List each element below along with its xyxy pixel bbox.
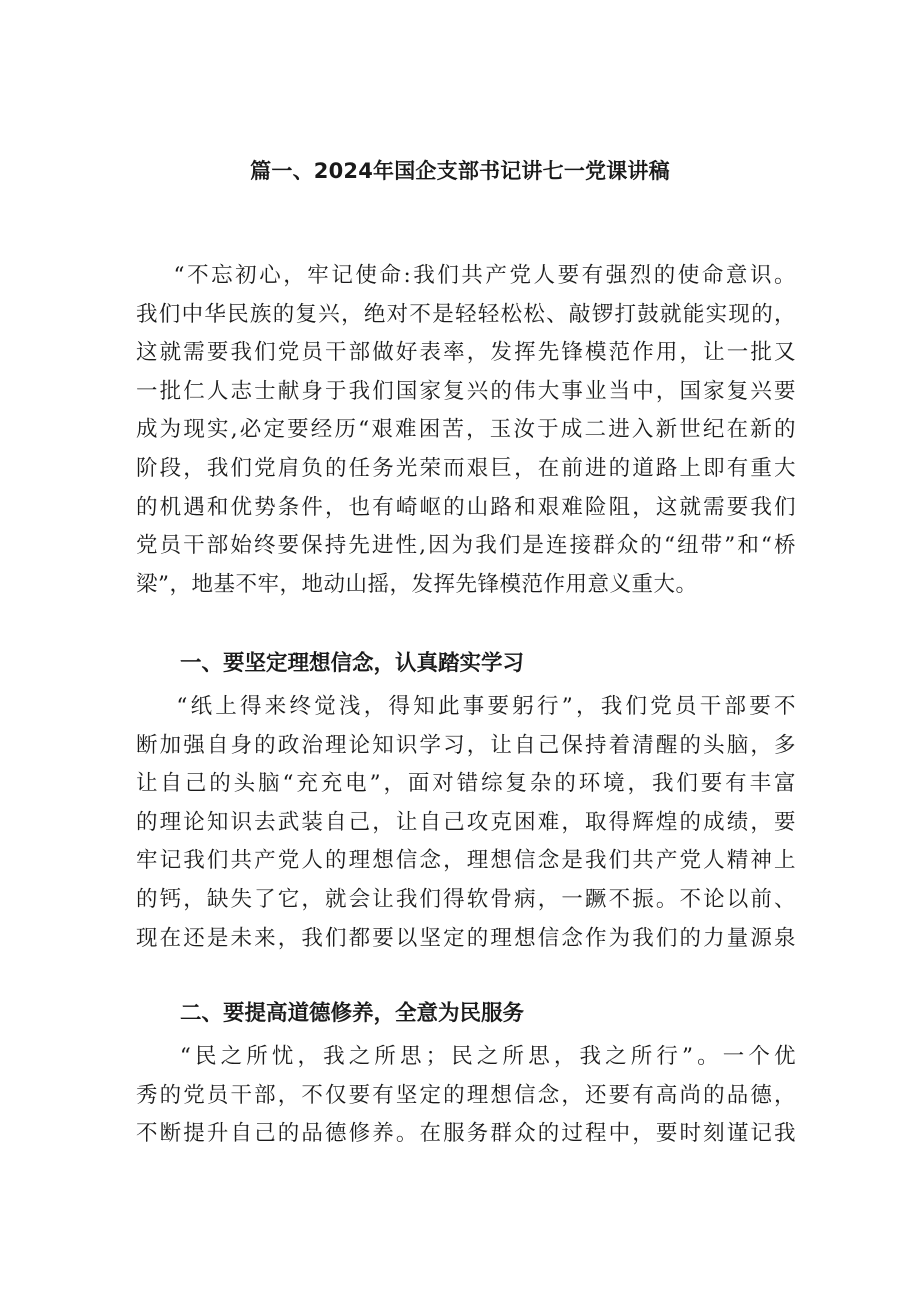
document-title: 篇一、2024年国企支部书记讲七一党课讲稿 (250, 159, 670, 183)
text-line: 现在还是未来，我们都要以坚定的理想信念作为我们的力量源泉 (136, 925, 796, 951)
paragraph-section-2 (136, 1038, 796, 1154)
paragraph-intro (136, 257, 796, 604)
paragraph-section-1 (136, 688, 796, 958)
text-line: 梁”，地基不牢，地动山摇，发挥先锋模范作用意义重大。 (136, 571, 698, 597)
text-line: 我们中华民族的复兴，绝对不是轻轻松松、敲锣打鼓就能实现的， (136, 301, 796, 327)
text-line: 党员干部始终要保持先进性,因为我们是连接群众的“纽带”和“桥 (136, 533, 796, 559)
text-line: “不忘初心，牢记使命:我们共产党人要有强烈的使命意识。 (136, 263, 796, 288)
text-line: 不断提升自己的品德修养。在服务群众的过程中，要时刻谨记我 (136, 1121, 796, 1147)
text-line: “纸上得来终觉浅，得知此事要躬行”，我们党员干部要不 (136, 694, 796, 719)
text-line: 阶段，我们党肩负的任务光荣而艰巨，在前进的道路上即有重大 (136, 455, 796, 481)
text-line: 的理论知识去武装自己，让自己攻克困难，取得辉煌的成绩，要 (136, 809, 796, 835)
text-line: 这就需要我们党员干部做好表率，发挥先锋模范作用，让一批又 (136, 340, 796, 366)
section-heading-1: 一、要坚定理想信念，认真踏实学习 (180, 651, 525, 676)
text-line: 的机遇和优势条件，也有崎岖的山路和艰难险阻，这就需要我们 (136, 494, 796, 520)
text-line: 断加强自身的政治理论知识学习，让自己保持着清醒的头脑，多 (136, 732, 796, 758)
text-line: 的钙，缺失了它，就会让我们得软骨病，一蹶不振。不论以前、 (136, 886, 796, 912)
section-heading-2: 二、要提高道德修养，全意为民服务 (180, 1001, 525, 1026)
text-line: “民之所忧，我之所思；民之所思，我之所行”。一个优 (136, 1044, 796, 1069)
text-line: 成为现实,必定要经历“艰难困苦，玉汝于成二进入新世纪在新的 (136, 417, 796, 443)
text-line: 让自己的头脑“充充电”，面对错综复杂的环境，我们要有丰富 (136, 771, 796, 797)
text-line: 牢记我们共产党人的理想信念，理想信念是我们共产党人精神上 (136, 848, 796, 874)
text-line: 秀的党员干部，不仅要有坚定的理想信念，还要有高尚的品德， (136, 1082, 796, 1108)
text-line: 一批仁人志士献身于我们国家复兴的伟大事业当中，国家复兴要 (136, 378, 796, 404)
